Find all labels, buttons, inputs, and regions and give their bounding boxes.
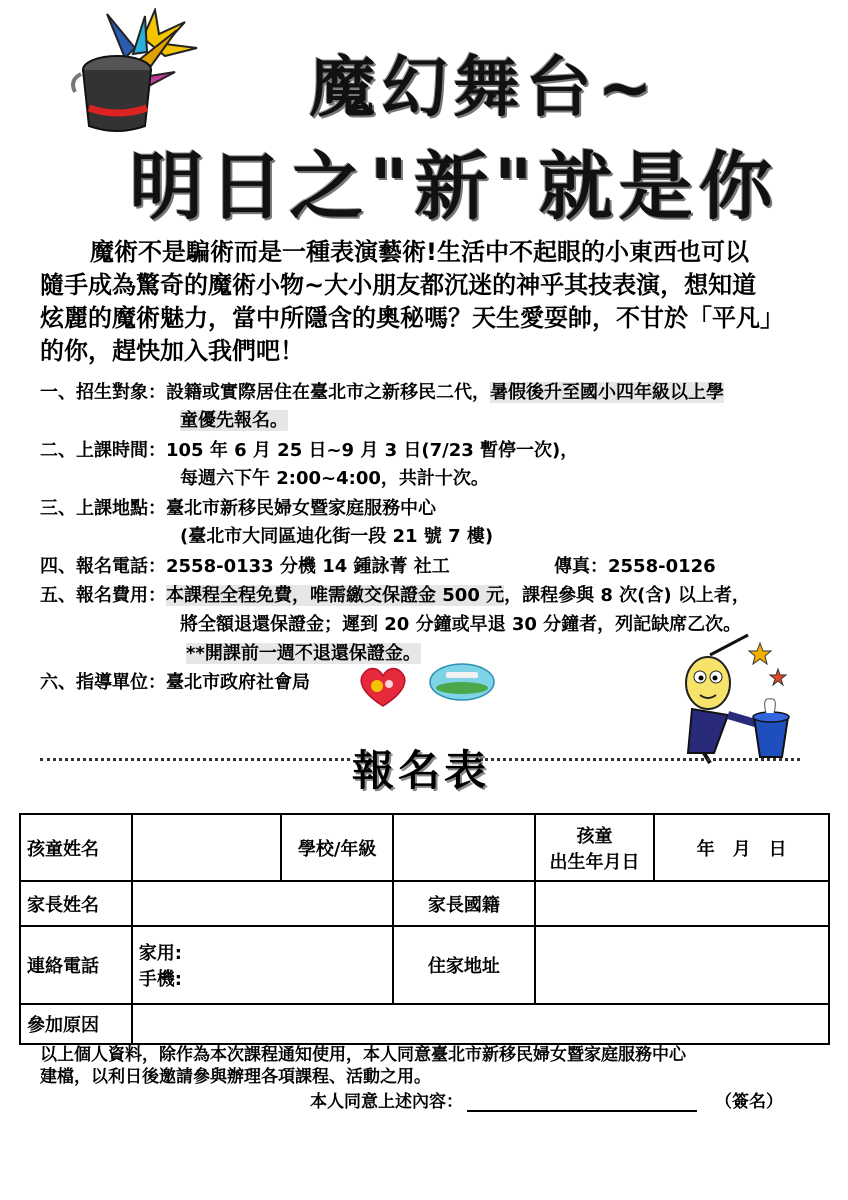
form-row	[20, 814, 829, 881]
item-time: 二、上課時間：105 年 6 月 25 日~9 月 3 日(7/23 暫停一次)，	[40, 440, 579, 461]
item-location: 三、上課地點：臺北市新移民婦女暨家庭服務中心	[40, 498, 436, 519]
item-fee-label: 五、報名費用：	[40, 585, 166, 606]
item-target-highlight-2: 童優先報名。	[180, 410, 288, 431]
home-phone-label: 家用:	[138, 943, 182, 964]
reason-field[interactable]	[132, 1004, 829, 1044]
label-parent-name: 家長姓名	[20, 881, 132, 926]
item-fee-cont: 將全額退還保證金；遲到 20 分鐘或早退 30 分鐘者，列記缺席乙次。	[180, 614, 742, 635]
consent-line2: 建檔，以利日後邀請參與辦理各項課程、活動之用。	[40, 1067, 431, 1087]
heart-logo-icon	[355, 664, 411, 708]
intro-line: 隨手成為驚奇的魔術小物~大小朋友都沉迷的神乎其技表演，想知道	[40, 271, 757, 299]
intro-line: 的你，趕快加入我們吧！	[40, 337, 304, 365]
agency-logo-icon	[428, 662, 496, 702]
label-birth-line2: 出生年月日	[549, 851, 640, 873]
phone-field[interactable]	[132, 926, 393, 1004]
item-time-cont: 每週六下午 2:00~4:00，共計十次。	[180, 468, 489, 489]
intro-line: 炫麗的魔術魅力，當中所隱含的奧秘嗎？天生愛耍帥，不甘於「平凡」	[40, 304, 784, 332]
address-field[interactable]	[535, 926, 829, 1004]
item-fee-text: ，課程參與 8 次(含) 以上者，	[504, 585, 750, 606]
signature-label: （簽名）	[715, 1092, 783, 1112]
divider-left	[40, 758, 350, 761]
mobile-phone-label: 手機:	[138, 969, 182, 990]
label-parent-nationality: 家長國籍	[393, 881, 535, 926]
agree-label: 本人同意上述內容：	[310, 1092, 463, 1112]
parent-nationality-field[interactable]	[535, 881, 829, 926]
form-row	[20, 881, 829, 926]
intro-line: 魔術不是騙術而是一種表演藝術!生活中不起眼的小東西也可以	[90, 238, 749, 266]
label-phone: 連絡電話	[20, 926, 132, 1004]
signature-field[interactable]	[467, 1092, 697, 1112]
intro-paragraph	[40, 236, 810, 368]
school-grade-field[interactable]	[393, 814, 535, 881]
parent-name-field[interactable]	[132, 881, 393, 926]
item-target-text: 一、招生對象：設籍或實際居住在臺北市之新移民二代，	[40, 382, 490, 403]
item-fax: 傳真：2558-0126	[554, 556, 716, 577]
item-supervisor: 六、指導單位：臺北市政府社會局	[40, 672, 310, 693]
form-row	[20, 926, 829, 1004]
child-name-field[interactable]	[132, 814, 282, 881]
agreement-line	[310, 1087, 783, 1112]
label-reason: 參加原因	[20, 1004, 132, 1044]
item-location-address: (臺北市大同區迪化街一段 21 號 7 樓)	[180, 526, 494, 547]
item-fee-note-highlight: **開課前一週不退還保證金。	[186, 643, 421, 664]
divider-right	[480, 758, 800, 761]
magician-illustration	[670, 625, 800, 765]
label-birth-line1: 孩童	[576, 825, 613, 847]
consent-line1: 以上個人資料，除作為本次課程通知使用，本人同意臺北市新移民婦女暨家庭服務中心	[40, 1045, 686, 1065]
page-title-line1: 魔幻舞台~	[309, 49, 659, 126]
label-school-grade: 學校/年級	[281, 814, 393, 881]
label-address: 住家地址	[393, 926, 535, 1004]
item-target-cont	[180, 408, 288, 434]
form-title: 報名表	[352, 746, 491, 795]
label-child-name: 孩童姓名	[20, 814, 132, 881]
item-target-highlight: 暑假後升至國小四年級以上學	[490, 382, 724, 403]
item-phone: 四、報名電話：2558-0133 分機 14 鍾詠菁 社工	[40, 556, 450, 577]
registration-form	[19, 813, 830, 1045]
item-fee-highlight: 本課程全程免費，唯需繳交保證金 500 元	[166, 585, 505, 606]
page-title-line2: 明日之"新"就是你	[129, 144, 779, 230]
birth-date-field[interactable]: 年 月 日	[654, 814, 829, 881]
item-target	[40, 380, 724, 406]
form-row	[20, 1004, 829, 1044]
label-birth-date	[535, 814, 655, 881]
consent-text	[40, 1044, 686, 1088]
item-fee	[40, 583, 750, 609]
